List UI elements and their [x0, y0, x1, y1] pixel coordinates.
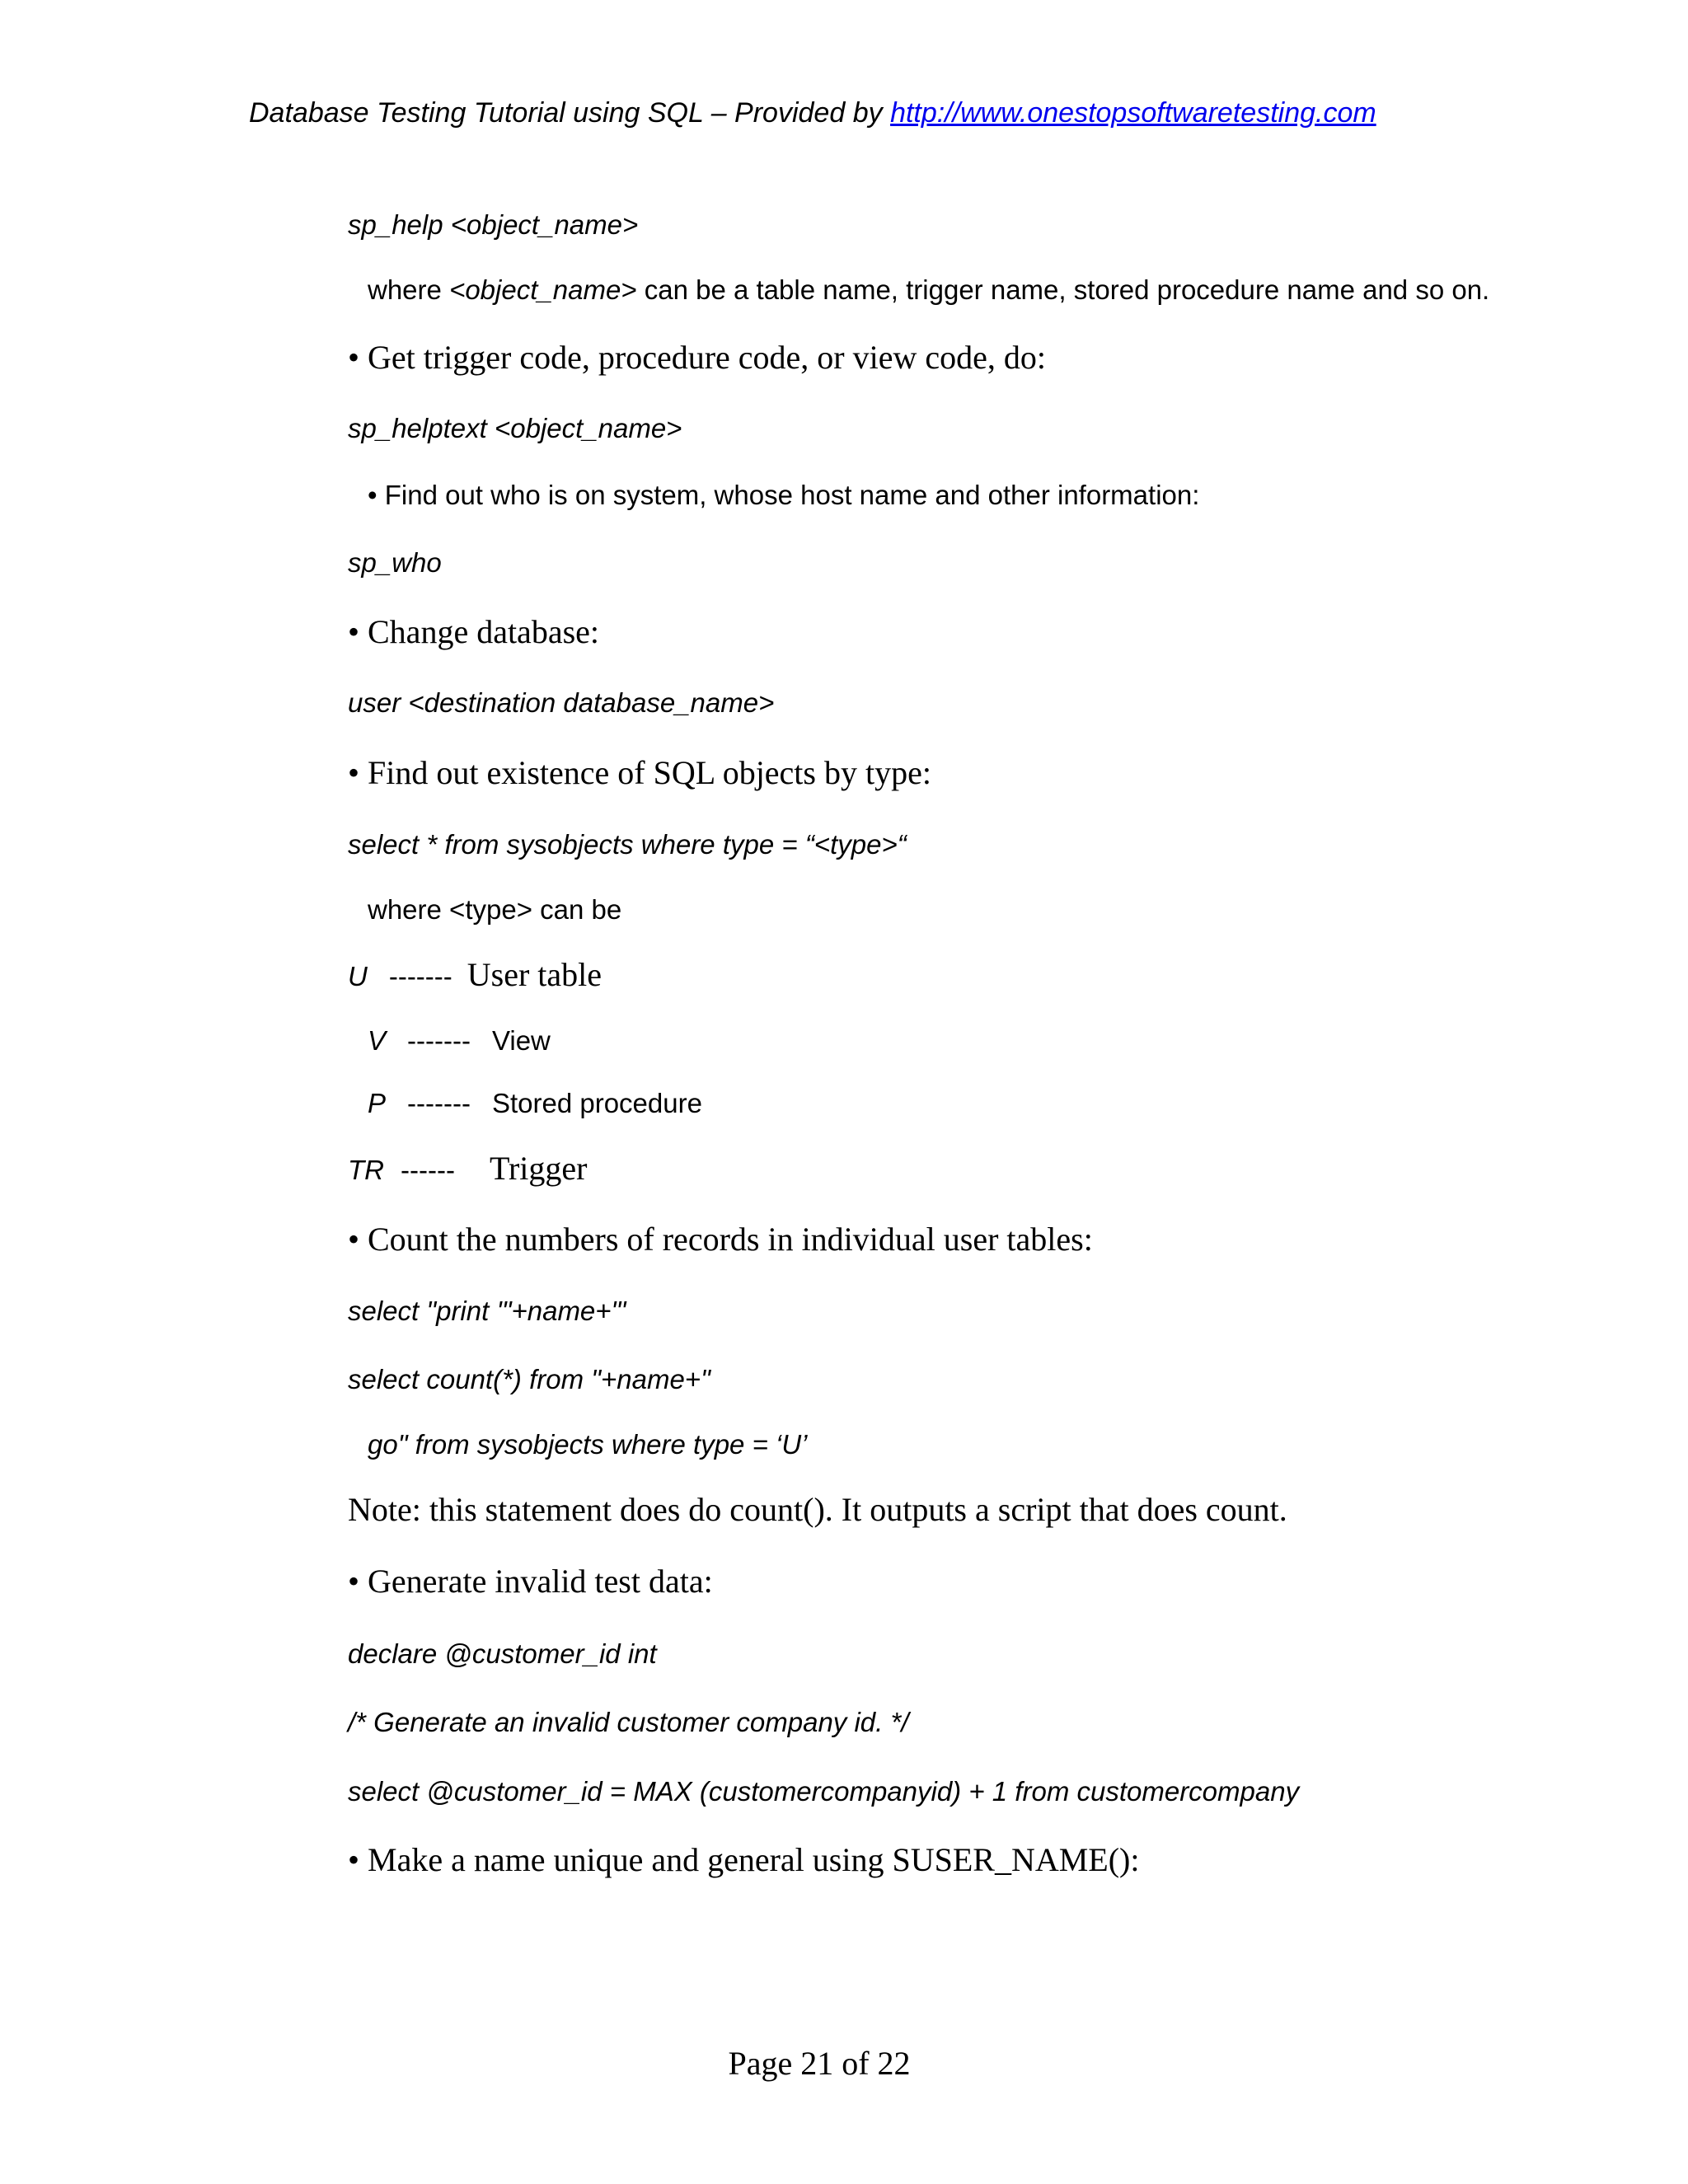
type-label-tr: Trigger — [489, 1150, 588, 1187]
page-header — [249, 97, 1376, 129]
type-row-p — [368, 1088, 702, 1119]
where-object-name-text — [368, 274, 1489, 306]
bullet-change-database: • Change database: — [348, 613, 599, 650]
type-label-v: View — [491, 1025, 551, 1056]
type-label-p: Stored procedure — [491, 1088, 702, 1118]
code-comment: /* Generate an invalid customer company id. */ — [348, 1707, 909, 1737]
type-label-u: User table — [467, 956, 603, 993]
where-rest: can be a table name, trigger name, stored procedure name and so on. — [636, 274, 1490, 305]
code-select-max: select @customer_id = MAX (customercompanyid) + 1 from customercompany — [348, 1776, 1300, 1807]
type-code-tr: TR — [348, 1155, 384, 1185]
bullet-invalid-data: • Generate invalid test data: — [348, 1563, 713, 1600]
where-type-text: where <type> can be — [368, 894, 622, 925]
bullet-existence: • Find out existence of SQL objects by type: — [348, 754, 931, 791]
code-go-from: go" from sysobjects where type = ‘U’ — [368, 1429, 808, 1460]
note-text: Note: this statement does do count(). It outputs a script that does count. — [348, 1491, 1287, 1528]
code-user-destination: user <destination database_name> — [348, 687, 775, 718]
type-code-u: U — [348, 961, 368, 991]
type-code-p: P — [368, 1088, 387, 1118]
bullet-count: • Count the numbers of records in individual user tables: — [348, 1221, 1093, 1258]
type-dash-p: ------- — [407, 1088, 471, 1118]
code-sp-who: sp_who — [348, 547, 442, 578]
code-sp-help: sp_help <object_name> — [348, 209, 639, 240]
object-name-italic: <object_name> — [449, 274, 637, 305]
code-select-sysobjects: select * from sysobjects where type = “<type>“ — [348, 829, 907, 860]
code-select-print: select "print '"+name+"' — [348, 1296, 626, 1326]
page-number: Page 21 of 22 — [728, 2045, 911, 2082]
code-declare: declare @customer_id int — [348, 1638, 657, 1669]
code-sp-helptext: sp_helptext <object_name> — [348, 413, 682, 443]
bullet-unique-name: • Make a name unique and general using SUSER_NAME(): — [348, 1841, 1140, 1878]
type-row-tr — [348, 1149, 587, 1188]
where-prefix: where — [368, 274, 450, 305]
type-dash-tr: ------ — [401, 1155, 455, 1185]
type-dash-v: ------- — [407, 1025, 471, 1056]
code-select-count: select count(*) from "+name+" — [348, 1364, 710, 1394]
type-row-u — [348, 955, 602, 994]
header-text: Database Testing Tutorial using SQL – Provided by — [249, 97, 891, 129]
type-code-v: V — [368, 1025, 387, 1056]
bullet-trigger-code: • Get trigger code, procedure code, or view code, do: — [348, 339, 1046, 376]
header-link[interactable]: http://www.onestopsoftwaretesting.com — [890, 97, 1376, 129]
bullet-who: • Find out who is on system, whose host name and other information: — [368, 480, 1200, 510]
type-dash-u: ------- — [388, 961, 452, 991]
type-row-v — [368, 1025, 551, 1057]
